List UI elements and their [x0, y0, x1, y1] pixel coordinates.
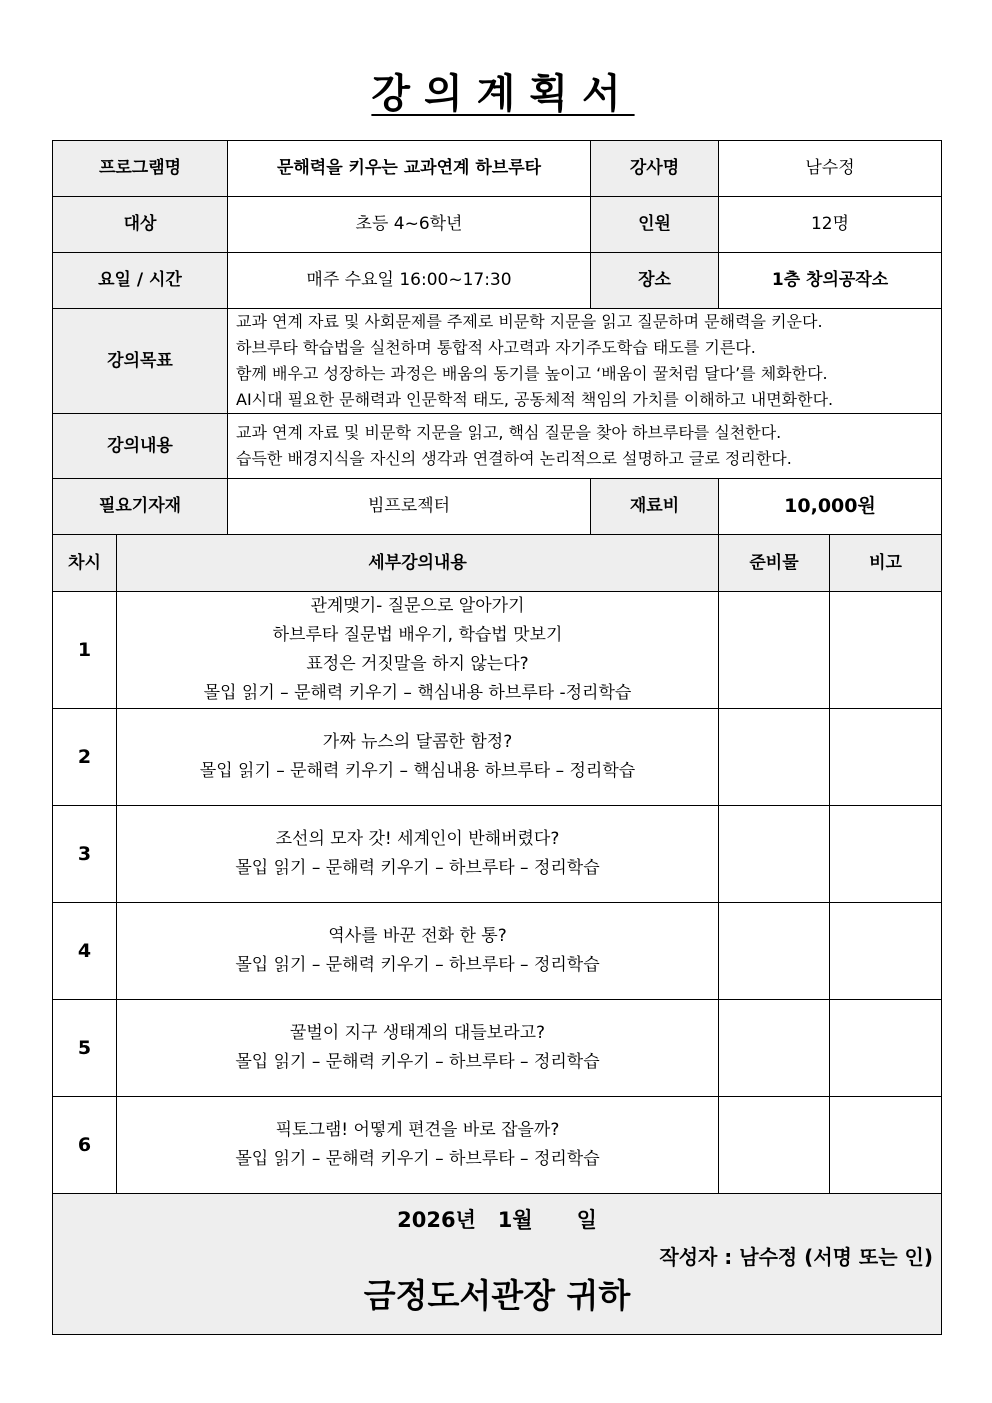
content-line: 교과 연계 자료 및 비문학 지문을 읽고, 핵심 질문을 찾아 하브루타를 실천한다. — [236, 423, 782, 442]
session-prep — [719, 1000, 830, 1097]
session-line: 몰입 읽기 – 문해력 키우기 – 하브루타 – 정리학습 — [235, 858, 600, 878]
footer-date: 2026년 1월 일 — [397, 1208, 597, 1232]
content-text — [228, 414, 942, 479]
place-value: 1층 창의공작소 — [719, 253, 942, 309]
content-line: 습득한 배경지식을 자신의 생각과 연결하여 논리적으로 설명하고 글로 정리한다. — [236, 449, 792, 468]
session-line: 몰입 읽기 – 문해력 키우기 – 하브루타 – 정리학습 — [235, 1149, 600, 1169]
document-title: 강의계획서 — [371, 71, 635, 117]
session-line: 조선의 모자 갓! 세계인이 반해버렸다? — [275, 829, 560, 849]
session-line: 몰입 읽기 – 문해력 키우기 – 핵심내용 하브루타 – 정리학습 — [199, 761, 636, 781]
equipment-value: 빔프로젝터 — [228, 479, 591, 535]
session-row — [53, 709, 942, 806]
schedule-value: 매주 수요일 16:00~17:30 — [228, 253, 591, 309]
program-label: 프로그램명 — [53, 141, 228, 197]
signature-footer — [53, 1194, 942, 1335]
goal-line: 하브루타 학습법을 실천하며 통합적 사고력과 자기주도학습 태도를 기른다. — [236, 338, 756, 357]
document-title-wrap — [0, 62, 992, 119]
session-number: 1 — [53, 592, 117, 709]
goal-line: AI시대 필요한 문해력과 인문학적 태도, 공동체적 책임의 가치를 이해하고 내면화한다. — [236, 390, 834, 409]
session-content — [117, 592, 719, 709]
target-value: 초등 4~6학년 — [228, 197, 591, 253]
session-row — [53, 592, 942, 709]
goal-line: 함께 배우고 성장하는 과정은 배움의 동기를 높이고 ‘배움이 꿀처럼 달다’를 체화한다. — [236, 364, 828, 383]
session-note — [830, 709, 942, 806]
session-note — [830, 903, 942, 1000]
fee-value: 10,000원 — [719, 479, 942, 535]
session-content — [117, 806, 719, 903]
session-prep — [719, 806, 830, 903]
session-note — [830, 1000, 942, 1097]
session-row — [53, 806, 942, 903]
session-content — [117, 903, 719, 1000]
session-number: 6 — [53, 1097, 117, 1194]
session-line: 몰입 읽기 – 문해력 키우기 – 하브루타 – 정리학습 — [235, 955, 600, 975]
session-number: 4 — [53, 903, 117, 1000]
session-prep — [719, 903, 830, 1000]
session-number: 2 — [53, 709, 117, 806]
session-prep — [719, 592, 830, 709]
session-content — [117, 1097, 719, 1194]
session-row — [53, 903, 942, 1000]
session-number: 3 — [53, 806, 117, 903]
session-note — [830, 1097, 942, 1194]
session-line: 몰입 읽기 – 문해력 키우기 – 핵심내용 하브루타 -정리학습 — [203, 683, 632, 703]
session-no-header: 차시 — [53, 535, 117, 592]
session-line: 가짜 뉴스의 달콤한 함정? — [322, 732, 513, 752]
session-line: 하브루타 질문법 배우기, 학습법 맛보기 — [272, 625, 563, 645]
instructor-value: 남수정 — [719, 141, 942, 197]
session-line: 역사를 바꾼 전화 한 통? — [328, 926, 507, 946]
session-content-header: 세부강의내용 — [117, 535, 719, 592]
session-content — [117, 709, 719, 806]
goal-line: 교과 연계 자료 및 사회문제를 주제로 비문학 지문을 읽고 질문하며 문해력을 키운다. — [236, 312, 823, 331]
footer-addressee: 금정도서관장 귀하 — [363, 1276, 631, 1315]
place-label: 장소 — [591, 253, 719, 309]
session-prep-header: 준비물 — [719, 535, 830, 592]
session-note-header: 비고 — [830, 535, 942, 592]
session-note — [830, 592, 942, 709]
session-content — [117, 1000, 719, 1097]
footer-author: 작성자 : 남수정 (서명 또는 인) — [659, 1245, 933, 1269]
goal-text — [228, 309, 942, 414]
content-label: 강의내용 — [53, 414, 228, 479]
session-line: 픽토그램! 어떻게 편견을 바로 잡을까? — [275, 1120, 560, 1140]
target-label: 대상 — [53, 197, 228, 253]
session-prep — [719, 709, 830, 806]
program-value: 문해력을 키우는 교과연계 하브루타 — [228, 141, 591, 197]
session-number: 5 — [53, 1000, 117, 1097]
session-line: 표정은 거짓말을 하지 않는다? — [306, 654, 529, 674]
capacity-label: 인원 — [591, 197, 719, 253]
session-row — [53, 1000, 942, 1097]
session-note — [830, 806, 942, 903]
session-prep — [719, 1097, 830, 1194]
fee-label: 재료비 — [591, 479, 719, 535]
schedule-label: 요일 / 시간 — [53, 253, 228, 309]
equipment-label: 필요기자재 — [53, 479, 228, 535]
capacity-value: 12명 — [719, 197, 942, 253]
session-row — [53, 1097, 942, 1194]
lecture-plan-table — [52, 140, 942, 1335]
session-line: 꿀벌이 지구 생태계의 대들보라고? — [289, 1023, 546, 1043]
session-line: 몰입 읽기 – 문해력 키우기 – 하브루타 – 정리학습 — [235, 1052, 600, 1072]
session-line: 관계맺기- 질문으로 알아가기 — [310, 596, 525, 616]
goal-label: 강의목표 — [53, 309, 228, 414]
instructor-label: 강사명 — [591, 141, 719, 197]
